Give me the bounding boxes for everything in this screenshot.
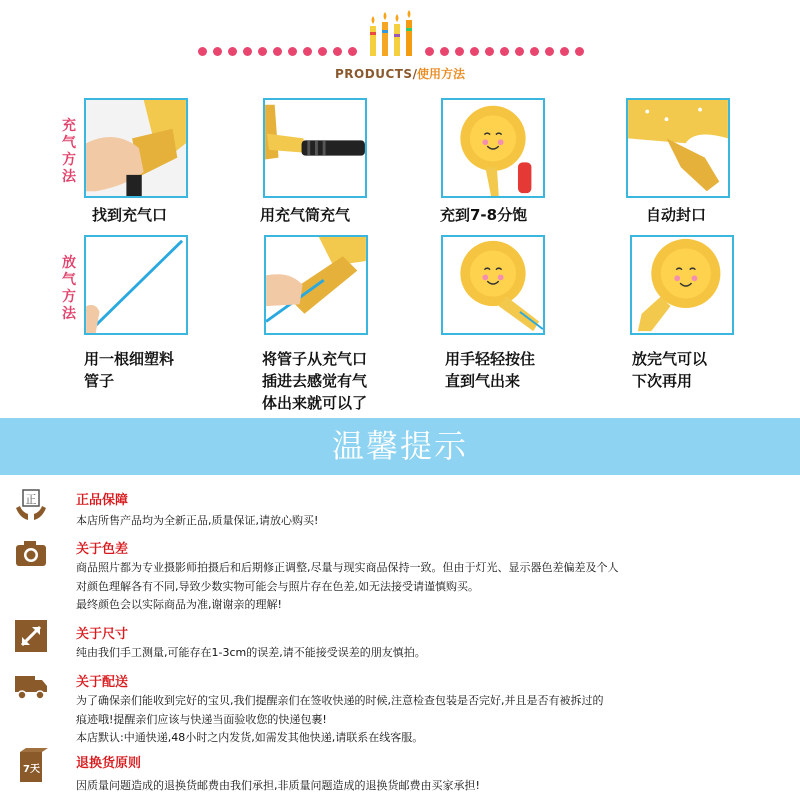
seven-day-badge: 7天: [23, 764, 40, 775]
notice-2-line-1: 商品照片都为专业摄影师拍摄后和后期修正调整,尽量与现实商品保持一致。但由于灯光、显示器色差偏差及个人: [76, 561, 619, 574]
notice-1-title: 正品保障: [76, 493, 129, 508]
deflate-step-2-image: [264, 235, 368, 335]
notice-3-title: 关于尺寸: [76, 627, 129, 642]
birthday-candles-icon: [363, 10, 419, 58]
inflate-step-3-image: [441, 98, 545, 198]
title-separator: /: [412, 67, 417, 81]
resize-arrow-icon: [14, 619, 48, 653]
inflate-side-label: 充气方法: [62, 118, 76, 185]
deflate-step-2-caption: 将管子从充气口 插进去感觉有气 体出来就可以了: [262, 350, 368, 412]
seven-day-return-icon: [14, 748, 48, 784]
page-header: [0, 0, 800, 90]
camera-icon: [14, 536, 48, 570]
genuine-hands-icon: [14, 488, 48, 522]
inflate-step-3-caption: 充到7-8分饱: [440, 206, 528, 224]
svg-text:正: 正: [25, 493, 37, 506]
notice-5-title: 退换货原则: [76, 756, 142, 771]
deflate-side-label: 放气方法: [62, 255, 76, 322]
notice-3-line-1: 纯由我们手工测量,可能存在1-3cm的误差,请不能接受误差的朋友慎拍。: [76, 646, 426, 659]
inflate-step-2-caption: 用充气筒充气: [260, 206, 351, 224]
deflate-step-1-image: [84, 235, 188, 335]
inflate-step-1-caption: 找到充气口: [92, 206, 168, 224]
notice-4-line-3: 本店默认:中通快递,48小时之内发货,如需发其他快递,请联系在线客服。: [76, 731, 424, 744]
section-title: [0, 65, 800, 82]
section-title-en: PRODUCTS: [335, 67, 413, 81]
deflate-step-3-image: [441, 235, 545, 335]
notice-2-title: 关于色差: [76, 542, 129, 557]
notice-1-line-1: 本店所售产品均为全新正品,质量保证,请放心购买!: [76, 514, 319, 527]
delivery-truck-icon: [14, 668, 48, 702]
notice-2-line-2: 对颜色理解各有不同,导致少数实物可能会与照片存在色差,如无法接受请谨慎购买。: [76, 580, 479, 593]
inflate-step-1-image: [84, 98, 188, 198]
notice-4-title: 关于配送: [76, 675, 129, 690]
decorative-dots-left: [198, 47, 357, 56]
deflate-step-3-caption: 用手轻轻按住 直到气出来: [445, 350, 536, 390]
inflate-step-4-caption: 自动封口: [646, 206, 707, 224]
notice-4-line-2: 痕迹哦!提醒亲们应该与快递当面验收您的快递包裹!: [76, 713, 327, 726]
inflate-step-2-image: [263, 98, 367, 198]
notice-5-line-1: 因质量问题造成的退换货邮费由我们承担,非质量问题造成的退换货邮费由买家承担!: [76, 779, 480, 792]
inflate-step-4-image: [626, 98, 730, 198]
tips-banner: [0, 418, 800, 475]
notice-4-line-1: 为了确保亲们能收到完好的宝贝,我们提醒亲们在签收快递的时候,注意检查包装是否完好,并且是否有被拆过的: [76, 694, 604, 707]
section-title-cn: 使用方法: [416, 67, 465, 81]
deflate-step-1-caption: 用一根细塑料 管子: [84, 350, 175, 390]
deflate-step-4-caption: 放完气可以 下次再用: [632, 350, 708, 390]
deflate-step-4-image: [630, 235, 734, 335]
decorative-dots-right: [425, 47, 584, 56]
tips-banner-title: 温馨提示: [331, 427, 468, 465]
notice-2-line-3: 最终颜色会以实际商品为准,谢谢亲的理解!: [76, 598, 282, 611]
